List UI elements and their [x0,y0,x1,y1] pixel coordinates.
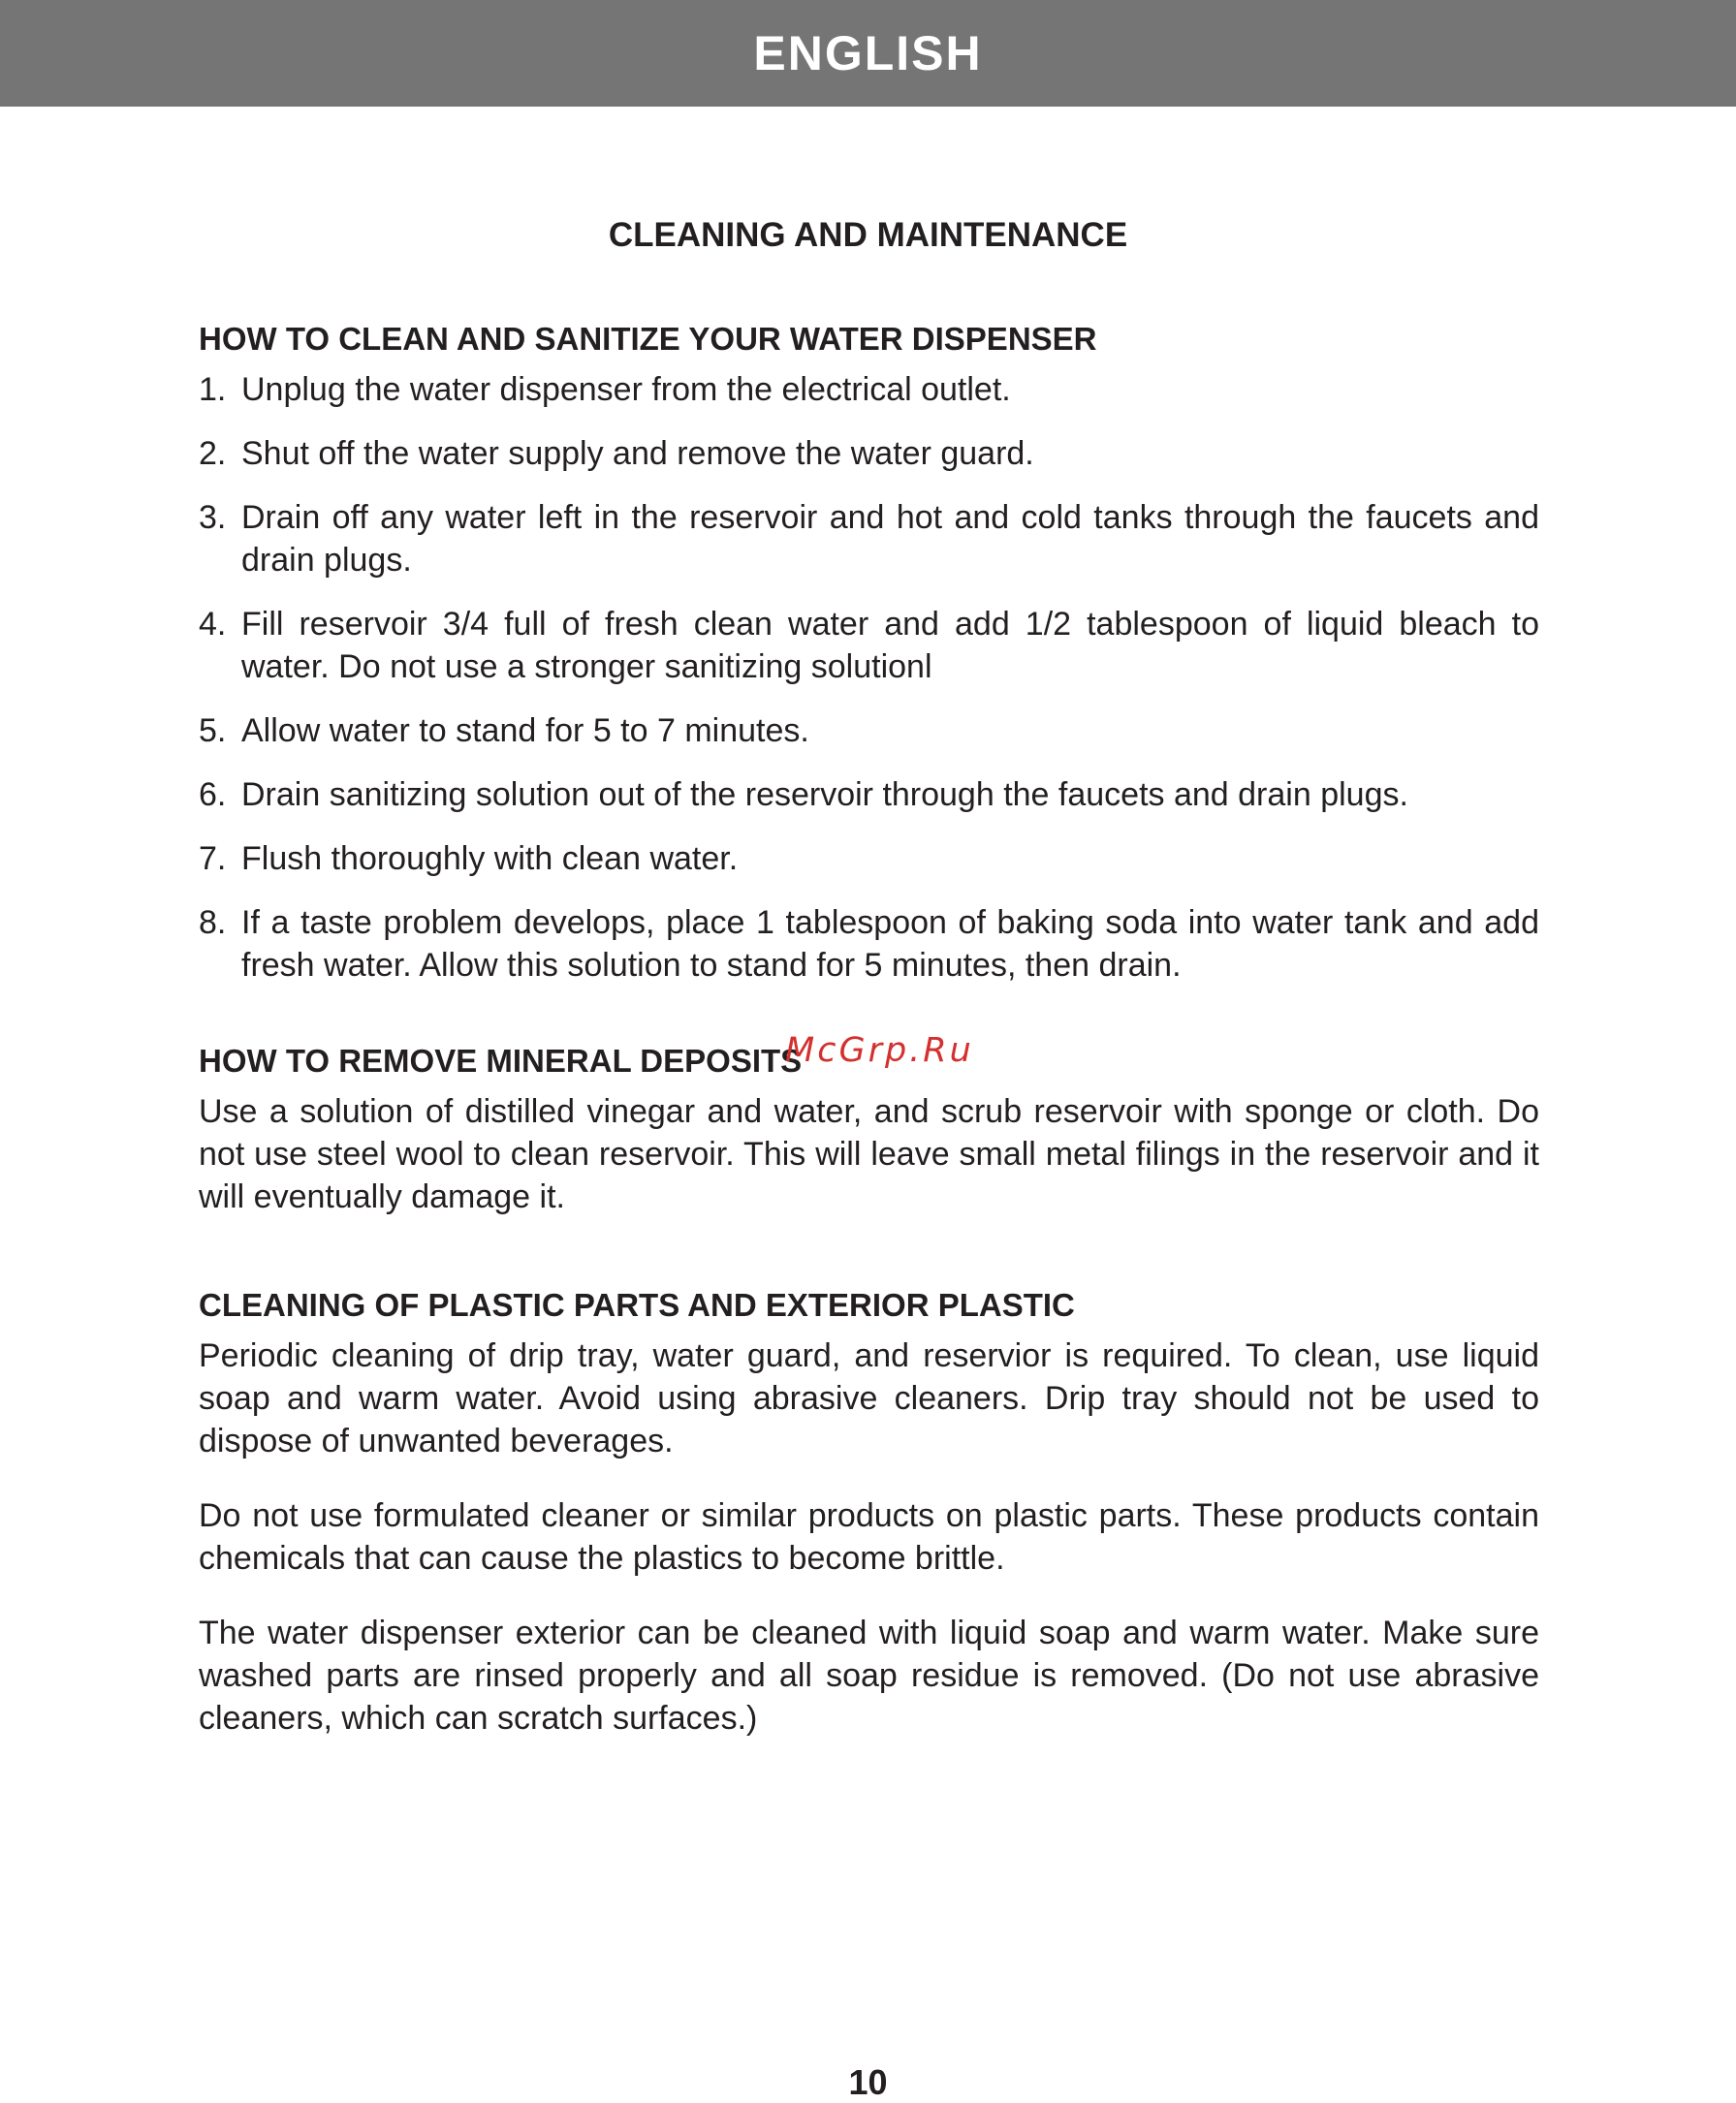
step-number: 4. [199,606,227,643]
paragraph: Periodic cleaning of drip tray, water guard, and reservior is required. To clean, use liquid soap and warm water. Avoid using abrasive cleaners. Drip tray should not be used to dispose of unwanted beverages. [199,1337,1539,1460]
list-item [199,432,1539,475]
step-number: 5. [199,712,227,749]
section-plastic-parts [199,1286,1539,1740]
step-text: Shut off the water supply and remove the water guard. [241,435,1034,472]
step-text: Drain off any water left in the reservoir and hot and cold tanks through the faucets and drain plugs. [241,499,1539,579]
step-text: Drain sanitizing solution out of the reservoir through the faucets and drain plugs. [241,776,1408,813]
section-heading: HOW TO REMOVE MINERAL DEPOSITS [199,1043,803,1079]
list-item [199,368,1539,411]
step-number: 7. [199,840,227,877]
list-item [199,496,1539,581]
section-heading: HOW TO CLEAN AND SANITIZE YOUR WATER DISPENSER [199,321,1097,357]
step-number: 8. [199,904,227,941]
page-title: CLEANING AND MAINTENANCE [608,216,1128,254]
section-heading: CLEANING OF PLASTIC PARTS AND EXTERIOR PLASTIC [199,1287,1075,1323]
step-text: Fill reservoir 3/4 full of fresh clean water and add 1/2 tablespoon of liquid bleach to water. Do not use a stronger sanitizing solutionl [241,606,1539,685]
language-banner [0,0,1736,107]
paragraph: Use a solution of distilled vinegar and water, and scrub reservoir with sponge or cloth. Do not use steel wool to clean reservoir. This will leave small metal filings in the reservoir and it will eventually damage it. [199,1093,1539,1215]
step-text: Unplug the water dispenser from the electrical outlet. [241,371,1011,408]
watermark: McGrp.Ru [785,1031,974,1070]
step-text: Allow water to stand for 5 to 7 minutes. [241,712,809,749]
list-item [199,603,1539,688]
list-item [199,901,1539,987]
list-item [199,837,1539,880]
step-number: 3. [199,499,227,536]
step-text: Flush thoroughly with clean water. [241,840,739,877]
section-clean-sanitize [199,320,1539,987]
language-label: ENGLISH [753,26,983,80]
steps-list [199,368,1539,987]
step-text: If a taste problem develops, place 1 tablespoon of baking soda into water tank and add fresh water. Allow this solution to stand for 5 minutes, then drain. [241,904,1539,984]
page-number: 10 [848,2062,888,2102]
step-number: 2. [199,435,227,472]
list-item [199,773,1539,816]
paragraph: Do not use formulated cleaner or similar products on plastic parts. These products contain chemicals that can cause the plastics to become brittle. [199,1497,1539,1577]
list-item [199,709,1539,752]
paragraph: The water dispenser exterior can be cleaned with liquid soap and warm water. Make sure washed parts are rinsed properly and all soap residue is removed. (Do not use abrasive cleaners, which can scratch surfaces.) [199,1615,1539,1737]
step-number: 1. [199,371,227,408]
step-number: 6. [199,776,227,813]
